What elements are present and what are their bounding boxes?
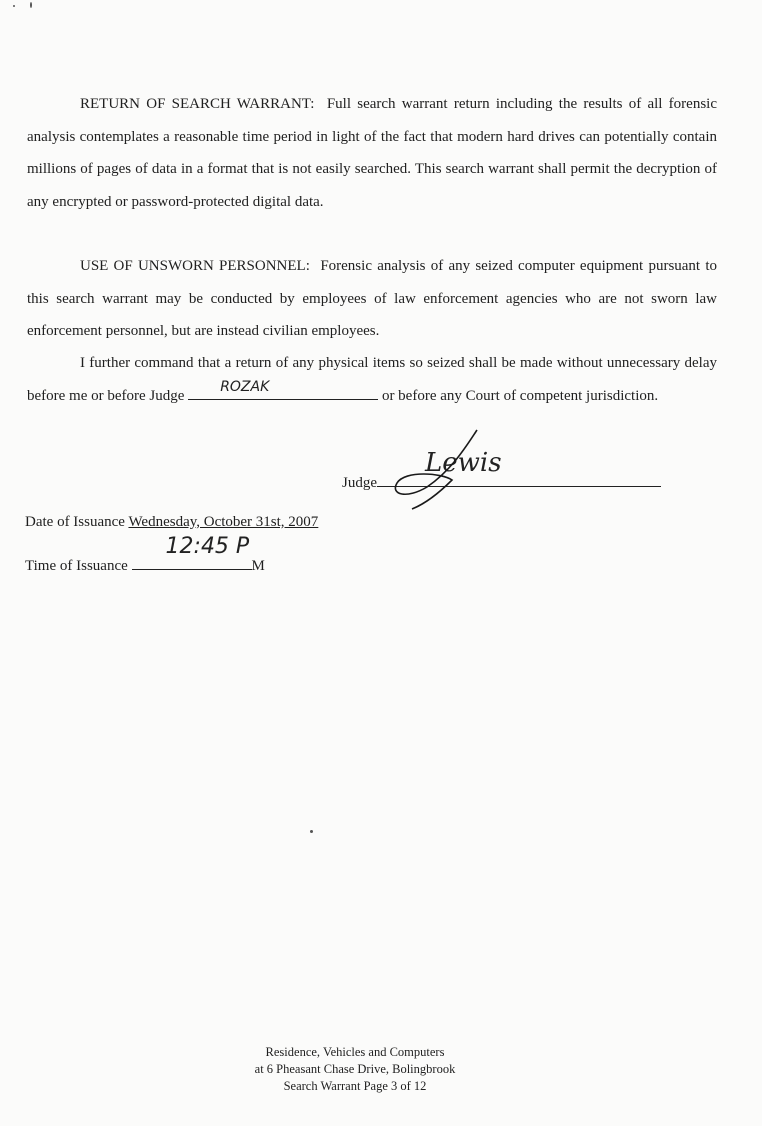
time-blank xyxy=(132,534,252,570)
judge-label: Judge xyxy=(342,475,377,491)
footer-line-2: at 6 Pheasant Chase Drive, Bolingbrook xyxy=(254,1062,456,1076)
return-paragraph xyxy=(27,88,717,218)
return-text: Full search warrant return including the results of all forensic analysis contemplates a reasonable time period in light of the fact that modern hard drives can potentially contain millions of pages of data in a format that is not easily searched. This search warrant shall permit the decryption of any encrypted or password-protected digital data. xyxy=(27,96,717,210)
handwritten-time: 12:45 P xyxy=(165,534,250,559)
signature-flourish-icon xyxy=(372,425,512,515)
footer-line-1: Residence, Vehicles and Computers xyxy=(265,1045,445,1059)
judge-signature: Lewis xyxy=(425,448,502,478)
footer-line-3: Search Warrant Page 3 of 12 xyxy=(283,1079,427,1093)
scan-speck xyxy=(30,2,32,8)
judge-name-blank xyxy=(188,378,378,400)
command-text-end: or before any Court of competent jurisdiction. xyxy=(381,387,659,404)
command-paragraph xyxy=(27,347,717,412)
unsworn-paragraph xyxy=(27,250,717,348)
handwritten-judge-name: ROZAK xyxy=(220,378,270,395)
return-heading: RETURN OF SEARCH WARRANT: xyxy=(80,96,315,112)
date-value: Wednesday, October 31st, 2007 xyxy=(128,514,319,530)
scan-speck xyxy=(310,830,313,833)
page-footer xyxy=(0,1044,710,1095)
unsworn-heading: USE OF UNSWORN PERSONNEL: xyxy=(80,258,310,274)
date-of-issuance xyxy=(25,512,318,532)
command-text-start: I further command that a return of any physical items so seized shall be made without unnecessary delay before me or before Judge xyxy=(27,355,717,404)
scan-speck xyxy=(13,5,15,7)
date-label: Date of Issuance xyxy=(25,514,125,530)
time-of-issuance xyxy=(25,534,265,576)
time-label: Time of Issuance xyxy=(25,558,128,574)
time-suffix: M xyxy=(251,558,265,574)
unsworn-text: Forensic analysis of any seized computer equipment pursuant to this search warrant may be conducted by employees of law enforcement agencies who are not sworn law enforcement personnel, but are instead civilian employees. xyxy=(27,258,717,339)
